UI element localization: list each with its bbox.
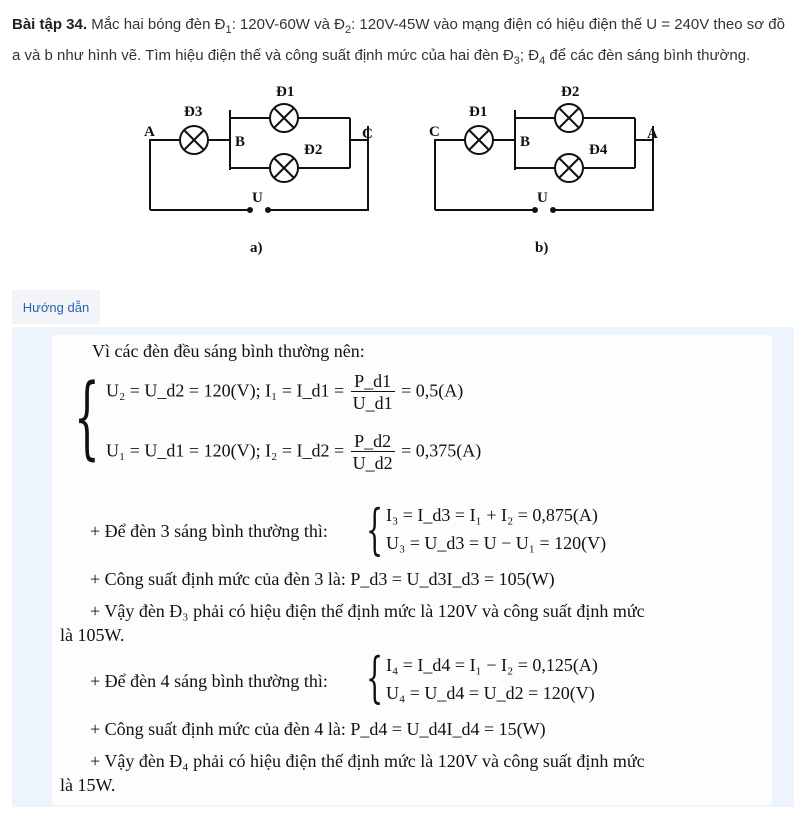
numerator: P_d1 [351, 371, 395, 392]
eq1-left: U₂ = U_d2 = 120(V); I₁ = I_d1 = [106, 380, 345, 401]
brace-1: { [74, 365, 100, 470]
problem-text: ; Đ [519, 47, 540, 64]
lamp3-conclusion-2: là 105W. [60, 625, 125, 645]
equation-2 [106, 431, 481, 474]
problem-text: : 120V-45W vào mạng điện có hiệu điện thế U = 240V theo sơ đồ a và b như hình vẽ. Tìm hiệu điện thế và công suất định mức của hai đèn Đ [12, 16, 785, 64]
lamp3-power: + Công suất định mức của đèn 3 là: P_d3 = U_d3I_d3 = 105(W) [90, 569, 555, 589]
label-lamp-d4: Đ4 [589, 142, 608, 158]
problem-statement [12, 12, 792, 74]
eq2-right: = 0,375(A) [401, 440, 482, 461]
node-c: C [362, 126, 373, 142]
lamp4-eq1: I₄ = I_d4 = I₁ − I₂ = 0,125(A) [386, 655, 598, 675]
circuit-diagram-b [425, 78, 675, 263]
lamp3-lead: + Để đèn 3 sáng bình thường thì: [90, 521, 328, 541]
sub-1: 1 [225, 24, 232, 36]
label-lamp-d1: Đ1 [469, 104, 488, 120]
denominator: U_d1 [352, 393, 393, 413]
problem-text: : 120V-60W và Đ [231, 16, 345, 33]
eq1-right: = 0,5(A) [401, 380, 464, 401]
node-c: C [429, 124, 440, 140]
problem-text: để các đèn sáng bình thường. [545, 47, 751, 64]
sub-2: 2 [344, 24, 352, 36]
node-b: B [235, 134, 246, 150]
numerator: P_d2 [351, 431, 395, 452]
label-lamp-d2: Đ2 [561, 84, 580, 100]
label-lamp-d3: Đ3 [184, 104, 203, 120]
equation-1 [106, 371, 463, 414]
solution-image [52, 335, 772, 805]
label-lamp-d1: Đ1 [276, 84, 295, 100]
label-lamp-d2: Đ2 [304, 142, 323, 158]
lamp3-eq1: I₃ = I_d3 = I₁ + I₂ = 0,875(A) [386, 505, 598, 525]
intro-line: Vì các đèn đều sáng bình thường nên: [92, 341, 365, 361]
node-u: U [252, 190, 263, 206]
eq2-left: U₁ = U_d1 = 120(V); I₂ = I_d2 = [106, 440, 345, 461]
lamp4-power: + Công suất định mức của đèn 4 là: P_d4 = U_d4I_d4 = 15(W) [90, 719, 546, 739]
fraction-1 [351, 371, 395, 414]
lamp4-conclusion-2: là 15W. [60, 775, 116, 795]
node-u: U [537, 190, 548, 206]
node-a: A [647, 126, 658, 142]
sub-3: 3 [513, 55, 520, 67]
node-a: A [144, 124, 155, 140]
problem-text: Mắc hai bóng đèn Đ [87, 16, 226, 33]
guide-tab[interactable]: Hướng dẫn [12, 290, 100, 324]
caption-a: a) [250, 240, 263, 256]
caption-b: b) [535, 240, 549, 256]
circuit-diagram-a [140, 78, 390, 263]
problem-label: Bài tập 34. [12, 16, 88, 33]
lamp4-lead: + Để đèn 4 sáng bình thường thì: [90, 671, 328, 691]
lamp4-eq2: U₄ = U_d4 = U_d2 = 120(V) [386, 683, 595, 703]
brace-lamp3: { [366, 498, 384, 561]
lamp4-conclusion-1: + Vậy đèn Đ₄ phải có hiệu điện thế định mức là 120V và công suất định mức [90, 751, 645, 771]
denominator: U_d2 [352, 453, 393, 473]
solution-panel [12, 327, 794, 807]
node-b: B [520, 134, 531, 150]
brace-lamp4: { [366, 646, 384, 709]
lamp3-conclusion-1: + Vậy đèn Đ₃ phải có hiệu điện thế định mức là 120V và công suất định mức [90, 601, 645, 621]
fraction-2 [351, 431, 395, 474]
lamp3-eq2: U₃ = U_d3 = U − U₁ = 120(V) [386, 533, 607, 553]
sub-4: 4 [539, 55, 546, 67]
